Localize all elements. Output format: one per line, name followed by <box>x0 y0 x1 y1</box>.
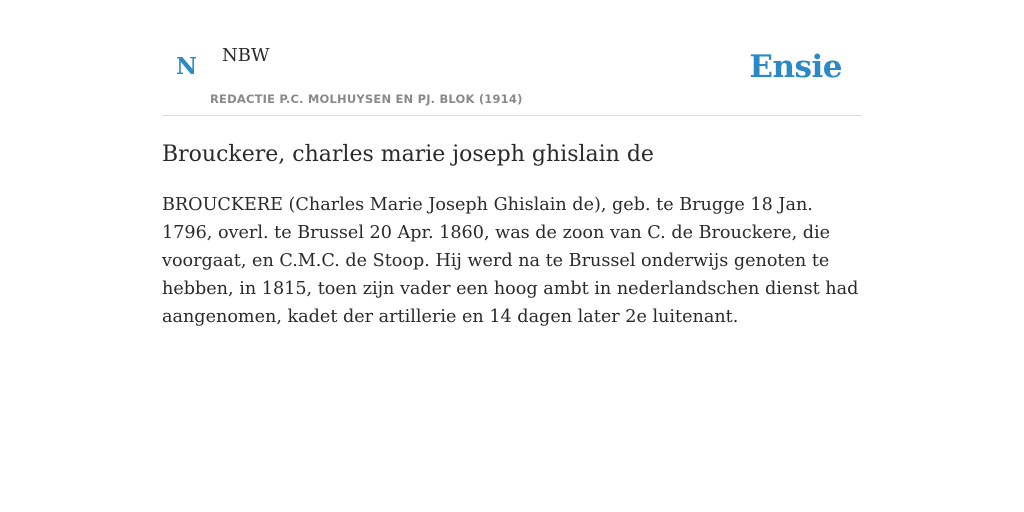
entry-title: Brouckere, charles marie joseph ghislain de <box>162 142 654 167</box>
page <box>162 0 862 331</box>
entry-body: BROUCKERE (Charles Marie Joseph Ghislain de), geb. te Brugge 18 Jan. 1796, overl. te Brussel 20 Apr. 1860, was de zoon van C. de Brouckere, die voorgaat, en C.M.C. de Stoop. Hij werd na te Brussel onderwijs genoten te hebben, in 1815, toen zijn vader een hoog ambt in nederlandschen dienst had aangenomen, kadet der artillerie en 14 dagen later 2e luitenant. <box>162 195 859 328</box>
editors-credit: REDACTIE P.C. MOLHUYSEN EN PJ. BLOK (1914) <box>210 92 523 106</box>
publication-logo[interactable]: N <box>176 53 198 80</box>
brand-logo[interactable]: Ensie <box>749 49 842 85</box>
header <box>162 0 862 116</box>
publication-name[interactable]: NBW <box>222 45 270 66</box>
